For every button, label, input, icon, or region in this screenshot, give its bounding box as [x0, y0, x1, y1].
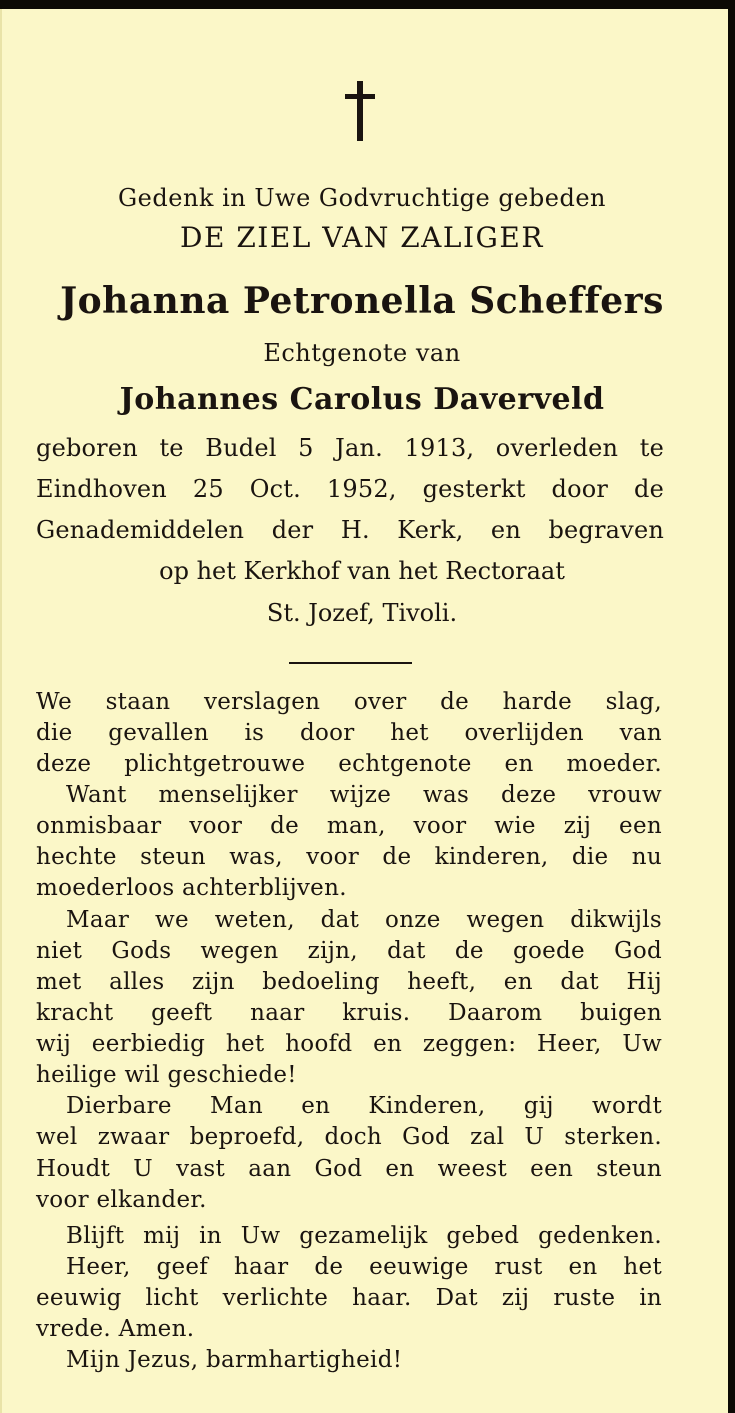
bio-line: op het Kerkhof van het Rectoraat — [159, 557, 565, 585]
bio-line: Genademiddelen der H. Kerk, en begraven — [36, 516, 664, 544]
spouse-intro: Echtgenote van — [263, 339, 461, 367]
text-line: niet Gods wegen zijn, dat de goede God — [36, 938, 662, 964]
soul-line: DE ZIEL VAN ZALIGER — [180, 221, 544, 254]
text-line: wel zwaar beproefd, doch God zal U sterken. — [36, 1124, 662, 1150]
text-line: deze plichtgetrouwe echtgenote en moeder. — [36, 751, 662, 777]
prayer-line: Gedenk in Uwe Godvruchtige gebeden — [118, 184, 606, 212]
text-line: Heer, geef haar de eeuwige rust en het — [66, 1254, 662, 1280]
text-line: Maar we weten, dat onze wegen dikwijls — [66, 907, 662, 933]
divider — [289, 662, 412, 664]
text-line: moederloos achterblijven. — [36, 875, 347, 901]
text-line: Houdt U vast aan God en weest een steun — [36, 1156, 662, 1182]
text-line: onmisbaar voor de man, voor wie zij een — [36, 813, 662, 839]
spouse-name: Johannes Carolus Daverveld — [119, 382, 605, 417]
text-line: eeuwig licht verlichte haar. Dat zij ruste in — [36, 1285, 662, 1311]
text-line: voor elkander. — [36, 1187, 207, 1213]
text-line: die gevallen is door het overlijden van — [36, 720, 662, 746]
bio-line: Eindhoven 25 Oct. 1952, gesterkt door de — [36, 475, 664, 503]
text-line: hechte steun was, voor de kinderen, die nu — [36, 844, 662, 870]
bio-line: geboren te Budel 5 Jan. 1913, overleden te — [36, 434, 664, 462]
text-line: vrede. Amen. — [36, 1316, 195, 1342]
text-line: wij eerbiedig het hoofd en zeggen: Heer, Uw — [36, 1031, 662, 1057]
cross-icon — [342, 81, 378, 141]
text-line: Blijft mij in Uw gezamelijk gebed gedenken. — [66, 1223, 662, 1249]
text-line: Dierbare Man en Kinderen, gij wordt — [66, 1093, 662, 1119]
text-line: kracht geeft naar kruis. Daarom buigen — [36, 1000, 662, 1026]
text-line: Mijn Jezus, barmhartigheid! — [66, 1347, 403, 1373]
text-line: We staan verslagen over de harde slag, — [36, 689, 662, 715]
text-line: Want menselijker wijze was deze vrouw — [66, 782, 662, 808]
text-line: met alles zijn bedoeling heeft, en dat Hij — [36, 969, 662, 995]
deceased-name: Johanna Petronella Scheffers — [60, 280, 664, 322]
memorial-card — [0, 9, 728, 1413]
bio-line: St. Jozef, Tivoli. — [266, 599, 458, 627]
text-line: heilige wil geschiede! — [36, 1062, 297, 1088]
